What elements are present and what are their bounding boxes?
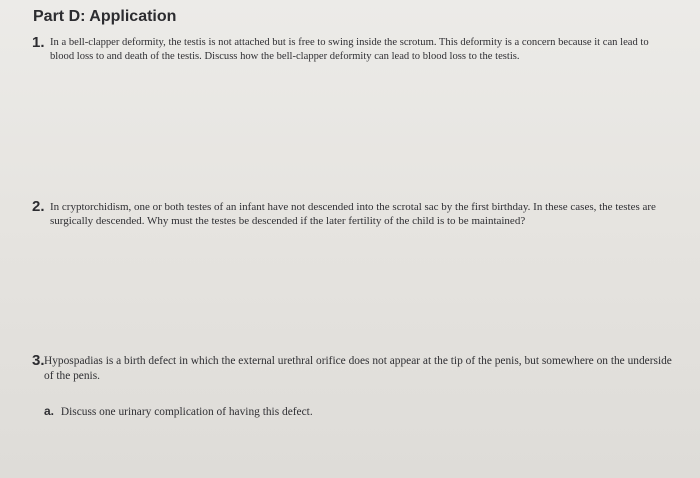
question-text: In a bell-clapper deformity, the testis is not attached but is free to swing inside the scrotum. This deformity is a concern because it can lead to blood loss to and death of the testis. Discuss how the bell-clapper deformity can lead to blood loss to the testis. [50,37,649,62]
subquestion-3a [44,404,313,418]
question-number: 1. [32,34,45,51]
question-number: 3. [32,352,45,369]
question-text: Hypospadias is a birth defect in which the external urethral orifice does not appear at the tip of the penis, but somewhere on the underside of the penis. [44,355,672,382]
question-3 [32,354,682,384]
subquestion-text: Discuss one urinary complication of having this defect. [60,406,313,418]
question-text: In cryptorchidism, one or both testes of an infant have not descended into the scrotal sac by the first birthday. In these cases, the testes are surgically descended. Why must the testes be descended if the later fertility of the child is to be maintained? [50,201,656,228]
question-2 [32,200,672,228]
question-number: 2. [32,198,45,215]
question-1 [32,36,662,63]
part-title: Part D: Application [33,8,177,25]
subquestion-label: a. [44,404,55,418]
bleed-through-texture [90,112,113,138]
